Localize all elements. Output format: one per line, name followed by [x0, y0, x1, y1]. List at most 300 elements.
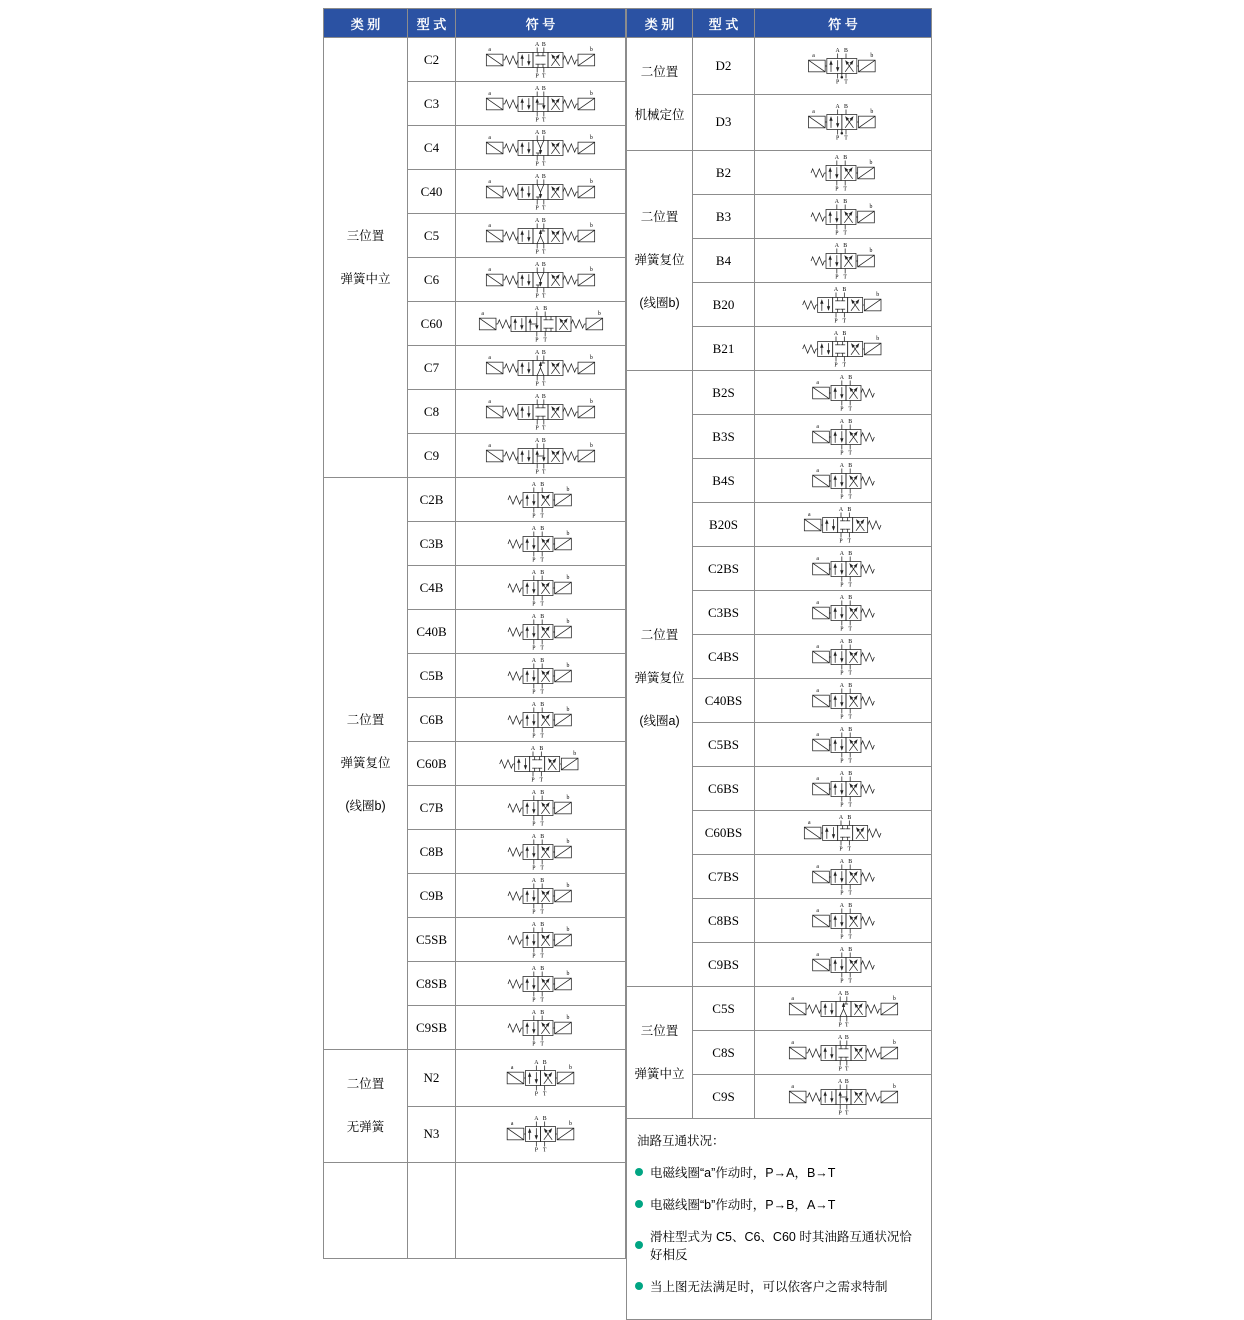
symbol-cell: [456, 170, 626, 214]
svg-text:B: B: [841, 330, 846, 337]
symbol-cell: [456, 302, 626, 346]
category-cell: [324, 1050, 408, 1163]
svg-text:b: b: [892, 1083, 896, 1090]
valve-symbol: [478, 1114, 603, 1154]
column-header-category: 类 别: [627, 9, 693, 38]
svg-text:T: T: [842, 318, 846, 324]
note-text: 当上图无法满足时，可以依客户之需求特制: [650, 1280, 888, 1294]
svg-text:B: B: [847, 594, 852, 601]
svg-text:B: B: [540, 701, 545, 708]
svg-text:P: P: [532, 733, 536, 739]
svg-text:T: T: [542, 293, 546, 299]
svg-text:A: A: [531, 789, 536, 796]
svg-text:P: P: [532, 909, 536, 915]
svg-text:b: b: [589, 354, 593, 361]
table-header-row: [627, 9, 932, 38]
svg-text:T: T: [542, 425, 546, 431]
symbol-cell: [456, 654, 626, 698]
svg-text:P: P: [833, 362, 838, 368]
svg-text:T: T: [847, 890, 852, 896]
bullet-icon: [635, 1241, 643, 1249]
bullet-icon: [635, 1168, 643, 1176]
svg-text:a: a: [488, 442, 491, 449]
svg-text:B: B: [540, 613, 545, 620]
svg-text:A: A: [833, 286, 838, 293]
category-label: (线圈b): [345, 799, 386, 813]
note-text: 电磁线圈“a”作动时，P→A，B→T: [650, 1166, 836, 1180]
model-cell: C9: [408, 434, 456, 478]
svg-text:P: P: [839, 626, 843, 632]
svg-text:A: A: [535, 393, 540, 400]
empty-row: [324, 1163, 626, 1259]
valve-symbol: [781, 769, 906, 809]
svg-text:P: P: [833, 318, 838, 324]
svg-text:T: T: [540, 821, 544, 827]
svg-text:b: b: [566, 926, 570, 933]
valve-symbol: [478, 216, 603, 256]
valve-symbol: [478, 128, 603, 168]
svg-text:T: T: [540, 557, 544, 563]
notes-title: 油路互通状况：: [637, 1134, 725, 1148]
svg-text:a: a: [790, 995, 794, 1002]
valve-symbol: [478, 744, 603, 784]
svg-text:P: P: [839, 934, 843, 940]
valve-symbol: [471, 304, 611, 344]
symbol-cell: [456, 786, 626, 830]
valve-symbol: [478, 788, 603, 828]
category-label: 二位置: [346, 713, 385, 727]
svg-text:b: b: [589, 222, 593, 229]
svg-text:B: B: [540, 789, 545, 796]
svg-text:A: A: [834, 242, 839, 249]
svg-text:b: b: [566, 794, 570, 801]
svg-text:A: A: [534, 1059, 539, 1066]
category-label: 弹簧复位: [634, 671, 685, 685]
model-cell: C6: [408, 258, 456, 302]
symbol-cell: [755, 987, 932, 1031]
svg-text:T: T: [540, 1041, 544, 1047]
valve-symbol: [781, 637, 906, 677]
svg-text:T: T: [847, 978, 852, 984]
svg-text:P: P: [534, 337, 538, 343]
model-cell: C8SB: [408, 962, 456, 1006]
symbol-cell: [755, 943, 932, 987]
category-label: 弹簧中立: [340, 271, 391, 286]
valve-row: [627, 151, 932, 195]
symbol-cell: [456, 126, 626, 170]
valve-symbol: [781, 329, 906, 369]
symbol-cell: [456, 874, 626, 918]
model-cell: C5: [408, 214, 456, 258]
valve-symbol: [478, 260, 603, 300]
svg-text:P: P: [532, 689, 536, 695]
note-item: [635, 1195, 923, 1213]
symbol-cell: [456, 434, 626, 478]
symbol-cell: [456, 214, 626, 258]
category-cell: [324, 478, 408, 1050]
valve-symbol: [781, 901, 906, 941]
model-cell: C6B: [408, 698, 456, 742]
svg-text:A: A: [839, 726, 844, 733]
svg-text:B: B: [842, 154, 847, 161]
svg-text:a: a: [811, 52, 815, 59]
symbol-cell: [755, 459, 932, 503]
category-label: 无弹簧: [346, 1120, 385, 1134]
svg-text:B: B: [540, 965, 545, 972]
svg-text:B: B: [847, 770, 852, 777]
svg-text:B: B: [847, 726, 852, 733]
svg-text:a: a: [815, 379, 819, 386]
valve-symbol: [478, 876, 603, 916]
svg-text:b: b: [569, 1121, 572, 1128]
category-cell: [627, 371, 693, 987]
svg-text:P: P: [839, 890, 843, 896]
svg-text:A: A: [833, 330, 838, 337]
svg-text:B: B: [542, 1116, 547, 1123]
svg-text:B: B: [541, 349, 546, 356]
symbol-cell: [755, 1031, 932, 1075]
svg-text:A: A: [839, 902, 844, 909]
symbol-cell: [755, 151, 932, 195]
valve-symbol: [781, 681, 906, 721]
svg-text:a: a: [488, 90, 491, 97]
svg-text:B: B: [540, 657, 545, 664]
svg-text:A: A: [839, 946, 844, 953]
model-cell: B20S: [693, 503, 755, 547]
svg-text:a: a: [488, 398, 491, 405]
svg-text:T: T: [847, 450, 852, 456]
valve-symbol: [781, 505, 906, 545]
model-cell: C4BS: [693, 635, 755, 679]
svg-text:a: a: [815, 423, 819, 430]
svg-text:T: T: [540, 953, 544, 959]
svg-text:B: B: [847, 902, 852, 909]
svg-text:B: B: [541, 261, 546, 268]
model-cell: C2B: [408, 478, 456, 522]
model-cell: B4: [693, 239, 755, 283]
svg-text:T: T: [542, 205, 546, 211]
svg-text:P: P: [532, 821, 536, 827]
category-cell: [627, 38, 693, 151]
svg-text:b: b: [589, 90, 593, 97]
svg-text:T: T: [542, 117, 546, 123]
valve-symbol: [478, 656, 603, 696]
symbol-cell: [755, 899, 932, 943]
category-label: 弹簧复位: [340, 756, 391, 770]
svg-text:B: B: [540, 1009, 545, 1016]
svg-text:T: T: [847, 626, 852, 632]
symbol-cell: [456, 742, 626, 786]
valve-symbol: [478, 832, 603, 872]
svg-text:b: b: [875, 291, 879, 298]
symbol-cell: [456, 1050, 626, 1107]
valve-row: [324, 38, 626, 82]
symbol-cell: [456, 522, 626, 566]
svg-text:a: a: [510, 1064, 514, 1071]
svg-text:A: A: [530, 745, 536, 752]
svg-text:P: P: [839, 714, 843, 720]
svg-text:T: T: [540, 513, 544, 519]
valve-row: [324, 1050, 626, 1107]
valve-symbol: [478, 392, 603, 432]
svg-text:B: B: [541, 437, 546, 444]
symbol-cell: [755, 723, 932, 767]
svg-text:T: T: [847, 582, 852, 588]
svg-text:A: A: [839, 550, 844, 557]
svg-text:P: P: [839, 670, 843, 676]
svg-text:T: T: [542, 73, 546, 79]
valve-row: [627, 38, 932, 95]
svg-text:P: P: [834, 274, 838, 280]
svg-text:A: A: [838, 506, 843, 513]
svg-text:A: A: [531, 569, 536, 576]
svg-text:a: a: [815, 775, 819, 782]
svg-text:A: A: [835, 47, 840, 54]
svg-text:P: P: [535, 205, 539, 211]
model-cell: C3B: [408, 522, 456, 566]
svg-text:A: A: [535, 129, 540, 136]
svg-text:A: A: [834, 154, 839, 161]
svg-text:P: P: [838, 1022, 842, 1028]
svg-text:B: B: [541, 85, 546, 92]
valve-symbol: [781, 813, 906, 853]
svg-text:T: T: [847, 670, 852, 676]
svg-text:b: b: [869, 109, 873, 116]
svg-text:P: P: [535, 249, 539, 255]
symbol-cell: [456, 962, 626, 1006]
svg-text:A: A: [531, 965, 536, 972]
svg-text:b: b: [566, 618, 570, 625]
valve-symbol: [781, 285, 906, 325]
model-cell: C60BS: [693, 811, 755, 855]
symbol-cell: [755, 855, 932, 899]
valve-symbol: [478, 964, 603, 1004]
svg-text:a: a: [815, 907, 819, 914]
category-label: (线圈a): [639, 714, 680, 728]
svg-text:P: P: [838, 846, 843, 852]
svg-text:b: b: [869, 203, 872, 210]
valve-table-right: [626, 8, 932, 1320]
svg-text:b: b: [589, 134, 593, 141]
model-cell: C9SB: [408, 1006, 456, 1050]
model-cell: C60: [408, 302, 456, 346]
svg-text:B: B: [540, 877, 545, 884]
svg-text:b: b: [566, 882, 570, 889]
svg-text:T: T: [540, 997, 544, 1003]
svg-text:P: P: [535, 117, 539, 123]
svg-text:a: a: [488, 266, 491, 273]
svg-text:P: P: [839, 406, 843, 412]
model-cell: C9S: [693, 1075, 755, 1119]
svg-text:B: B: [847, 858, 852, 865]
svg-text:A: A: [531, 877, 536, 884]
column-header-model: 型 式: [693, 9, 755, 38]
svg-text:B: B: [847, 374, 852, 381]
note-text: 电磁线圈“b”作动时，P→B，A→T: [650, 1198, 836, 1212]
svg-text:A: A: [839, 594, 844, 601]
valve-symbol: [478, 436, 603, 476]
model-cell: B3: [693, 195, 755, 239]
svg-text:A: A: [531, 613, 536, 620]
svg-text:B: B: [541, 393, 546, 400]
valve-symbol: [478, 480, 603, 520]
symbol-cell: [456, 918, 626, 962]
symbol-cell: [755, 38, 932, 95]
svg-text:A: A: [534, 305, 539, 312]
valve-symbol: [478, 524, 603, 564]
model-cell: B2: [693, 151, 755, 195]
svg-text:b: b: [566, 530, 570, 537]
svg-text:T: T: [843, 135, 848, 142]
svg-text:b: b: [589, 266, 593, 273]
svg-text:B: B: [847, 946, 852, 953]
valve-row: [627, 371, 932, 415]
svg-text:b: b: [589, 442, 593, 449]
svg-text:B: B: [847, 638, 852, 645]
svg-text:P: P: [535, 73, 539, 79]
svg-text:A: A: [839, 374, 844, 381]
svg-text:T: T: [844, 1066, 849, 1072]
valve-symbol: [478, 40, 603, 80]
valve-symbol: [781, 549, 906, 589]
category-label: 弹簧复位: [634, 253, 685, 267]
symbol-cell: [456, 610, 626, 654]
category-cell: [324, 38, 408, 478]
svg-text:T: T: [540, 909, 544, 915]
symbol-cell: [755, 811, 932, 855]
svg-text:B: B: [844, 1034, 849, 1041]
symbol-cell: [755, 635, 932, 679]
svg-text:A: A: [531, 701, 536, 708]
svg-text:a: a: [807, 819, 811, 826]
model-cell: C2BS: [693, 547, 755, 591]
symbol-cell: [755, 1075, 932, 1119]
svg-text:B: B: [847, 418, 852, 425]
svg-text:T: T: [842, 362, 846, 368]
svg-text:A: A: [531, 833, 536, 840]
category-label: 三位置: [640, 1023, 679, 1038]
svg-text:P: P: [532, 865, 536, 871]
symbol-cell: [456, 1106, 626, 1163]
oil-path-notes: [635, 1131, 923, 1295]
svg-text:P: P: [839, 978, 843, 984]
symbol-cell: [456, 390, 626, 434]
svg-text:T: T: [842, 230, 847, 236]
svg-text:T: T: [542, 1091, 547, 1098]
model-cell: D2: [693, 38, 755, 95]
svg-text:P: P: [535, 161, 539, 167]
svg-text:B: B: [539, 745, 544, 752]
model-cell: C8B: [408, 830, 456, 874]
svg-text:b: b: [566, 662, 570, 669]
svg-text:B: B: [541, 41, 546, 48]
svg-text:P: P: [839, 494, 843, 500]
svg-text:b: b: [569, 1064, 572, 1071]
svg-text:a: a: [815, 731, 819, 738]
svg-text:b: b: [869, 159, 872, 166]
svg-text:a: a: [510, 1121, 514, 1128]
svg-text:T: T: [540, 689, 544, 695]
svg-text:A: A: [535, 437, 540, 444]
valve-symbol: [781, 417, 906, 457]
svg-text:T: T: [542, 249, 546, 255]
svg-text:T: T: [540, 733, 544, 739]
model-cell: N2: [408, 1050, 456, 1107]
svg-text:B: B: [842, 198, 847, 205]
symbol-cell: [755, 591, 932, 635]
svg-text:a: a: [815, 599, 819, 606]
model-cell: C40BS: [693, 679, 755, 723]
svg-text:B: B: [846, 506, 851, 513]
category-label: (线圈b): [639, 296, 680, 310]
model-cell: C7B: [408, 786, 456, 830]
valve-symbol: [781, 857, 906, 897]
symbol-cell: [755, 239, 932, 283]
svg-text:a: a: [815, 687, 819, 694]
svg-text:B: B: [540, 525, 545, 532]
svg-text:T: T: [844, 1022, 849, 1028]
svg-text:B: B: [541, 129, 546, 136]
svg-text:P: P: [532, 557, 536, 563]
svg-text:T: T: [842, 186, 847, 192]
svg-text:b: b: [566, 486, 570, 493]
note-item: [635, 1277, 923, 1295]
svg-text:b: b: [573, 750, 577, 757]
symbol-cell: [755, 327, 932, 371]
svg-text:P: P: [532, 953, 536, 959]
svg-text:P: P: [534, 1091, 538, 1098]
valve-symbol: [478, 84, 603, 124]
svg-text:P: P: [535, 293, 539, 299]
svg-text:B: B: [847, 550, 852, 557]
svg-text:B: B: [846, 814, 851, 821]
valve-symbol: [781, 725, 906, 765]
valve-symbol: [781, 102, 906, 142]
svg-text:a: a: [488, 46, 491, 53]
svg-text:P: P: [532, 513, 536, 519]
svg-text:B: B: [841, 286, 846, 293]
svg-text:P: P: [839, 450, 843, 456]
column-header-model: 型 式: [408, 9, 456, 38]
table-header-row: [324, 9, 626, 38]
svg-text:T: T: [847, 802, 852, 808]
svg-text:B: B: [542, 1059, 547, 1066]
model-cell: C8BS: [693, 899, 755, 943]
svg-text:T: T: [540, 645, 544, 651]
svg-text:a: a: [488, 178, 491, 185]
svg-text:T: T: [540, 601, 544, 607]
svg-text:P: P: [839, 802, 843, 808]
svg-text:A: A: [535, 261, 540, 268]
svg-text:B: B: [541, 217, 546, 224]
symbol-cell: [456, 258, 626, 302]
symbol-cell: [456, 346, 626, 390]
category-label: 二位置: [640, 210, 679, 224]
svg-text:T: T: [542, 469, 546, 475]
svg-text:P: P: [838, 1110, 842, 1116]
symbol-cell: [755, 415, 932, 459]
svg-text:a: a: [815, 643, 819, 650]
symbol-cell: [456, 478, 626, 522]
svg-text:T: T: [540, 865, 544, 871]
valve-symbol: [478, 348, 603, 388]
model-cell: C60B: [408, 742, 456, 786]
svg-text:T: T: [847, 758, 852, 764]
valve-symbol: [781, 241, 906, 281]
svg-text:A: A: [535, 349, 540, 356]
valve-symbol: [478, 612, 603, 652]
valve-symbol: [478, 700, 603, 740]
